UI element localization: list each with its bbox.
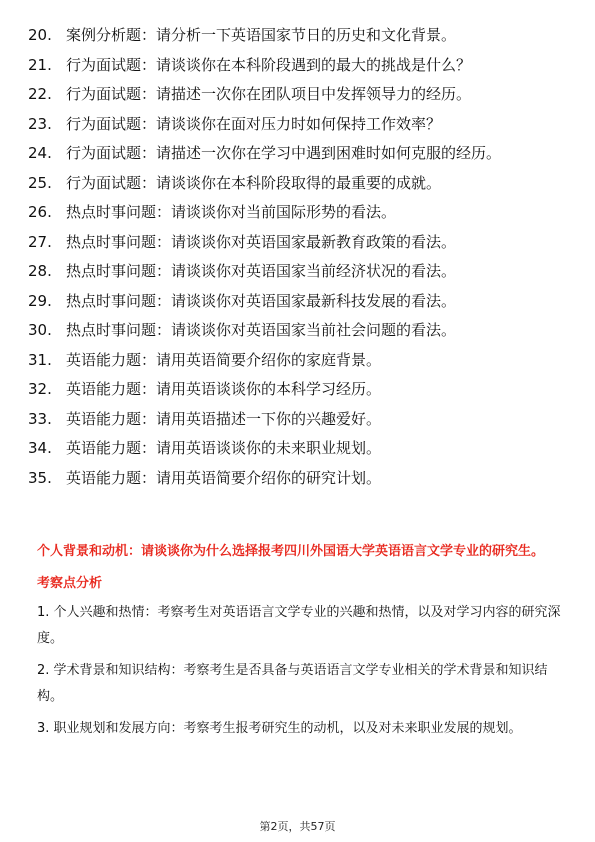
question-item bbox=[28, 231, 568, 254]
question-item bbox=[28, 467, 568, 490]
question-number: 24. bbox=[28, 144, 52, 162]
question-text: 案例分析题：请分析一下英语国家节日的历史和文化背景。 bbox=[66, 26, 457, 44]
question-text: 行为面试题：请谈谈你在面对压力时如何保持工作效率？ bbox=[66, 114, 442, 133]
question-text: 热点时事问题：请谈谈你对英语国家当前社会问题的看法。 bbox=[66, 321, 457, 339]
question-text: 行为面试题：请谈谈你在本科阶段取得的最重要的成就。 bbox=[66, 173, 442, 192]
question-item bbox=[28, 319, 568, 342]
analysis-point: 2. 学术背景和知识结构：考察考生是否具备与英语语言文学专业相关的学术背景和知识结构。 bbox=[37, 663, 548, 704]
question-text: 英语能力题：请用英语谈谈你的未来职业规划。 bbox=[66, 439, 382, 457]
question-text: 热点时事问题：请谈谈你对英语国家最新教育政策的看法。 bbox=[66, 232, 457, 251]
analysis-point: 3. 职业规划和发展方向：考察考生报考研究生的动机，以及对未来职业发展的规划。 bbox=[37, 721, 522, 736]
question-text: 英语能力题：请用英语描述一下你的兴趣爱好。 bbox=[66, 409, 382, 428]
question-number: 26. bbox=[28, 203, 52, 221]
question-text: 英语能力题：请用英语简要介绍你的家庭背景。 bbox=[66, 350, 382, 369]
question-text: 行为面试题：请谈谈你在本科阶段遇到的最大的挑战是什么？ bbox=[66, 55, 472, 74]
question-item bbox=[28, 172, 568, 195]
question-item bbox=[28, 142, 568, 165]
question-number: 25. bbox=[28, 173, 52, 192]
question-number: 21. bbox=[28, 55, 52, 74]
page-footer: 第2页，共57页 bbox=[259, 820, 336, 833]
question-number: 29. bbox=[28, 291, 52, 310]
section-heading: 个人背景和动机：请谈谈你为什么选择报考四川外国语大学英语语言文学专业的研究生。 bbox=[37, 544, 545, 559]
question-text: 热点时事问题：请谈谈你对当前国际形势的看法。 bbox=[66, 203, 397, 221]
question-item bbox=[28, 201, 568, 224]
question-number: 28. bbox=[28, 262, 52, 280]
question-item bbox=[28, 437, 568, 460]
question-item bbox=[28, 408, 568, 431]
question-list bbox=[28, 24, 568, 496]
question-text: 英语能力题：请用英语简要介绍你的研究计划。 bbox=[66, 468, 382, 487]
question-number: 31. bbox=[28, 350, 52, 369]
question-text: 热点时事问题：请谈谈你对英语国家当前经济状况的看法。 bbox=[66, 262, 457, 280]
question-item bbox=[28, 24, 568, 47]
question-number: 20. bbox=[28, 26, 52, 44]
question-number: 23. bbox=[28, 114, 52, 133]
question-item bbox=[28, 54, 568, 77]
question-item bbox=[28, 290, 568, 313]
question-item bbox=[28, 349, 568, 372]
question-number: 34. bbox=[28, 439, 52, 457]
question-text: 热点时事问题：请谈谈你对英语国家最新科技发展的看法。 bbox=[66, 291, 457, 310]
question-number: 32. bbox=[28, 380, 52, 398]
question-number: 27. bbox=[28, 232, 52, 251]
question-number: 35. bbox=[28, 468, 52, 487]
question-text: 英语能力题：请用英语谈谈你的本科学习经历。 bbox=[66, 380, 382, 398]
question-number: 30. bbox=[28, 321, 52, 339]
question-number: 22. bbox=[28, 85, 52, 103]
question-text: 行为面试题：请描述一次你在学习中遇到困难时如何克服的经历。 bbox=[66, 144, 502, 162]
question-item bbox=[28, 83, 568, 106]
question-item bbox=[28, 113, 568, 136]
section-subheading: 考察点分析 bbox=[37, 576, 103, 591]
question-number: 33. bbox=[28, 409, 52, 428]
analysis-section bbox=[37, 542, 562, 742]
question-item bbox=[28, 260, 568, 283]
analysis-point: 1. 个人兴趣和热情：考察考生对英语语言文学专业的兴趣和热情，以及对学习内容的研究深度。 bbox=[37, 605, 561, 646]
question-item bbox=[28, 378, 568, 401]
question-text: 行为面试题：请描述一次你在团队项目中发挥领导力的经历。 bbox=[66, 85, 472, 103]
